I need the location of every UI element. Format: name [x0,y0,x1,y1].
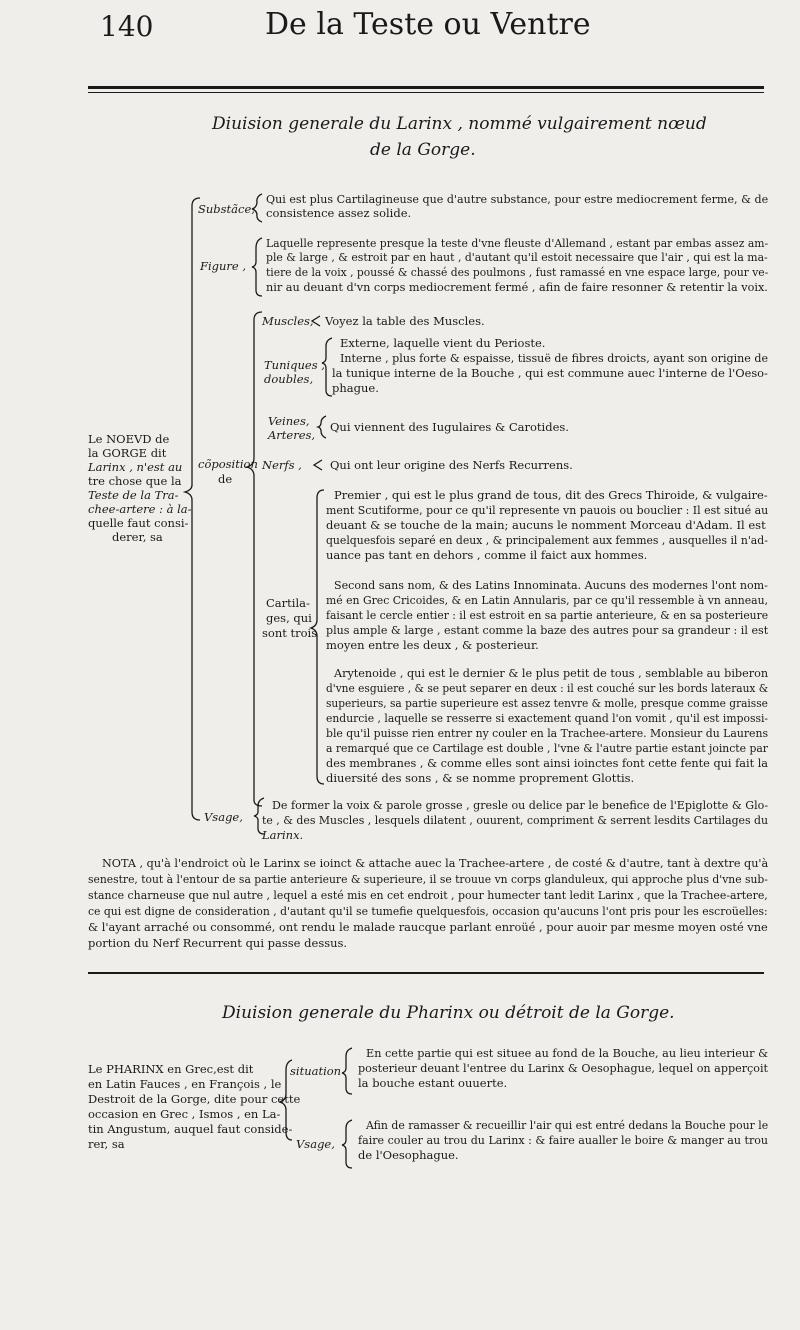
root-line: Le NOEVD de [88,432,170,446]
pharinx-usage-label: Vsage, [296,1137,335,1151]
arytenoide-line: d'vne esguiere , & se peut separer en deux : il est couché sur les bords lateraux & [326,681,769,695]
composition-label: cõposition [198,457,258,471]
section1-title-line2: de la Gorge. [370,140,476,160]
nota-line: NOTA , qu'à l'endroict où le Larinx se ioinct & attache auec la Trachee-artere , de costé & d'autre, tant à dextre qu'à [102,856,769,870]
pharinx-usage-line: de l'Oesophague. [358,1148,459,1162]
second-line: mé en Grec Cricoides, & en Latin Annularis, par ce qu'il ressemble à vn anneau, [326,593,769,607]
nota-line: portion du Nerf Recurrent qui passe dessus. [88,936,348,950]
premier-line: uance pas tant en dehors , comme il faict aux hommes. [326,548,648,562]
veines-text: Qui viennent des Iugulaires & Carotides. [330,420,569,434]
substance-line: consistence assez solide. [266,206,412,220]
usage-label: Vsage, [204,810,243,824]
pharinx-root-line: rer, sa [88,1137,125,1151]
premier-line: Premier , qui est le plus grand de tous, dit des Grecs Thiroide, & vulgaire- [334,488,768,502]
pharinx-root-line: tin Angustum, auquel faut conside- [88,1122,293,1136]
situation-line: la bouche estant ouuerte. [358,1076,508,1090]
nerfs-angle [314,460,322,470]
premier-line: quelquesfois separé en deux , & principalement aux femmes , ausquelles il n'ad- [326,533,768,547]
tuniques-interne: phague. [332,381,379,395]
substance-label: Substãce, [198,202,255,216]
cartilages-label: ges, qui [266,611,312,625]
root-line: chee-artere : à la- [88,502,192,516]
veines-label: Arteres, [268,428,316,442]
arytenoide-line: superieurs, sa partie superieure est assez tenvre & molle, presque comme graisse [326,696,768,710]
section2-title: Diuision generale du Pharinx ou détroit de la Gorge. [222,1003,675,1023]
situation-brace [342,1048,352,1094]
root-line: tre chose que la [88,474,182,488]
situation-label: situation [290,1064,342,1078]
second-line: faisant le cercle entier : il est estroit en sa partie anterieure, & en sa posterieure [326,608,769,622]
substance-line: Qui est plus Cartilagineuse que d'autre substance, pour estre mediocrement ferme, & de [266,192,769,206]
second-line: plus ample & large , estant comme la baze des autres pour sa grandeur : il est [326,623,769,637]
veines-label: Veines, [268,414,310,428]
pharinx-usage-line: faire couler au trou du Larinx : & faire aualler le boire & manger au trou [358,1133,769,1147]
figure-line: nir au deuant d'vn corps mediocrement fermé , afin de faire resonner & retentir la voix. [266,280,768,294]
situation-line: En cette partie qui est situee au fond de la Bouche, au lieu interieur & [366,1046,769,1060]
usage-line: De former la voix & parole grosse , gresle ou delice par le benefice de l'Epiglotte & Glo- [272,798,769,812]
tuniques-interne: la tunique interne de la Bouche , qui est commune auec l'interne de l'Oeso- [332,366,768,380]
veines-brace [318,416,326,438]
arytenoide-line: a remarqué que ce Cartilage est double , l'vne & l'autre partie estant joincte par [326,741,768,755]
arytenoide-line: Arytenoide , qui est le dernier & le plus petit de tous , semblable au biberon [334,666,769,680]
composition-label-de: de [218,472,233,486]
cartilages-label: sont trois [262,626,318,640]
tuniques-externe: Externe, laquelle vient du Perioste. [340,336,546,350]
section-divider [88,972,764,974]
root-line: Teste de la Tra- [88,488,179,502]
pharinx-root-line: occasion en Grec , Ismos , en La- [88,1107,281,1121]
arytenoide-line: endurcie , laquelle se resserre si exactement quand l'on vomit , qu'il est impossi- [326,711,769,725]
pharinx-root-line: Le PHARINX en Grec,est dit [88,1062,254,1076]
second-line: Second sans nom, & des Latins Innominata. Aucuns des modernes l'ont nom- [334,578,768,592]
figure-brace [252,238,262,296]
usage-line: te , & des Muscles , lesquels dilatent , ouurent, compriment & serrent lesdits Cartilages du [262,813,769,827]
arytenoide-line: des membranes , & comme elles sont ainsi ioinctes font cette fente qui fait la [326,756,769,770]
nota-line: ce qui est digne de consideration , d'autant qu'il se tumefie quelquesfois, occasion qu'aucuns l'ont pris pour les escroüelles: [88,904,768,918]
nota-line: senestre, tout à l'entour de sa partie anterieure & superieure, il se trouue vn corps glanduleux, qui approche plus d'vne sub- [88,872,768,886]
pharinx-root-line: en Latin Fauces , en François , le [88,1077,282,1091]
header-rule [88,86,764,89]
figure-label: Figure , [200,259,247,273]
tuniques-label: Tuniques , [264,358,325,372]
tuniques-interne: Interne , plus forte & espaisse, tissuë de fibres droicts, ayant son origine de [340,351,769,365]
muscles-text: Voyez la table des Muscles. [325,314,485,328]
figure-line: tiere de la voix , poussé & chassé des poulmons , fust ramassé en vne espace large, pour ve- [266,265,769,279]
pharinx-usage-brace [342,1120,352,1168]
muscles-label: Muscles, [262,314,314,328]
pharinx-root-line: Destroit de la Gorge, dite pour cette [88,1092,301,1106]
nota-line: stance charneuse que nul autre , lequel a esté mis en cet endroit , pour humecter tant ledit Larinx , que la Trachee-artere, [88,888,768,902]
section1-title-line1: Diuision generale du Larinx , nommé vulgairement nœud [212,114,707,134]
arytenoide-line: ble qu'il puisse rien entrer ny couler en la Trachee-artere. Monsieur du Laurens [326,726,769,740]
premier-line: ment Scutiforme, pour ce qu'il represente vn pauois ou bouclier : Il est situé au [326,503,769,517]
nota-line: & l'ayant arraché ou consommé, ont rendu le malade raucque parlant enroüé , pour auoir par mesme moyen osté vne [88,920,768,934]
root-line: la GORGE dit [88,446,167,460]
second-line: moyen entre les deux , & posterieur. [326,638,539,652]
header-rule-thin [88,92,764,93]
figure-line: Laquelle represente presque la teste d'vne fleuste d'Allemand , estant par embas assez am- [266,236,769,250]
root-line: quelle faut consi- [88,516,189,530]
nerfs-text: Qui ont leur origine des Nerfs Recurrens. [330,458,573,472]
nerfs-label: Nerfs , [262,458,302,472]
cartilages-label: Cartila- [266,596,310,610]
page-number: 140 [100,10,154,43]
running-title: De la Teste ou Ventre [265,7,591,42]
arytenoide-line: diuersité des sons , & se nomme proprement Glottis. [326,771,635,785]
tuniques-label: doubles, [264,372,314,386]
usage-line: Larinx. [262,828,304,842]
pharinx-usage-line: Afin de ramasser & recueillir l'air qui est entré dedans la Bouche pour le [366,1118,769,1132]
root-line: derer, sa [112,530,163,544]
composition-brace [247,312,262,806]
premier-line: deuant & se touche de la main; aucuns le nomment Morceau d'Adam. Il est [326,518,766,532]
situation-line: posterieur deuant l'entree du Larinx & Oesophague, lequel on apperçoit [358,1061,769,1075]
figure-line: ple & large , & estroit par en haut , d'autant qu'il estoit necessaire que l'air , qui est la ma- [266,250,768,264]
root-line: Larinx , n'est au [88,460,183,474]
